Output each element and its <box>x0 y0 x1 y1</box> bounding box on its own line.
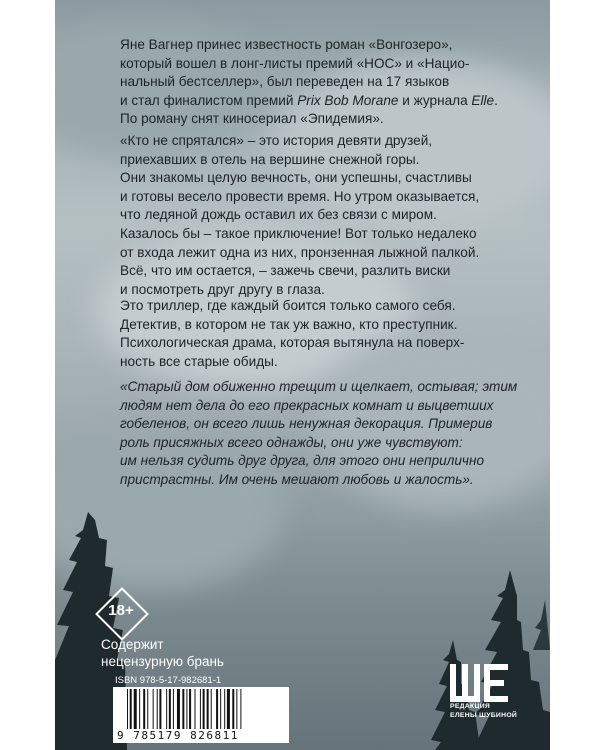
publisher-name-line: РЕДАКЦИЯ <box>450 703 491 710</box>
synopsis-line: от входа лежит одна из них, пронзенная лыжной палкой. <box>120 244 480 260</box>
magazine-name: Elle <box>471 92 495 108</box>
bio-line: По роману снят киносериал «Эпидемия». <box>120 111 384 127</box>
synopsis-line: Они знакомы целую вечность, они успешны, счастливы <box>120 170 472 186</box>
bio-line: который вошел в лонг-листы премий «НОС» и «Нацио- <box>120 55 470 71</box>
bio-line: нальный бестселлер», был переведен на 17 языков <box>120 74 450 90</box>
publisher-name-line: ЕЛЕНЫ ШУБИНОЙ <box>450 712 518 719</box>
bio-text: . <box>494 92 498 108</box>
genre-line: ность все старые обиды. <box>120 353 278 369</box>
synopsis-line: и готовы весело провести время. Но утром оказывается, <box>120 188 480 204</box>
quote-line: роль присяжных всего однажды, они уже чувствуют: <box>120 434 463 450</box>
quote-line: людям нет дела до его прекрасных комнат и выцветших <box>120 397 494 413</box>
genre-line: Психологическая драма, которая вытянула на поверх- <box>120 335 465 351</box>
quote-paragraph <box>120 378 540 490</box>
warning-line: Содержит <box>101 637 164 652</box>
synopsis-line: Всё, что им остается, – зажечь свечи, разлить виски <box>120 263 451 279</box>
prize-name: Prix Bob Morane <box>297 92 399 108</box>
book-back-cover <box>55 0 550 750</box>
publisher-logo-icon <box>450 664 508 702</box>
quote-line: им нельзя судить друг друга, для этого они неприлично <box>120 453 485 469</box>
genre-paragraph <box>120 297 540 371</box>
bio-line <box>120 92 540 111</box>
author-bio-paragraph <box>120 36 540 129</box>
quote-line: гобеленов, он всего лишь ненужная декорация. Примерив <box>120 416 493 432</box>
isbn-label: ISBN 978-5-17-982681-1 <box>115 675 222 686</box>
bio-text: и журнала <box>398 92 472 108</box>
bio-text: и стал финалистом премий <box>120 92 298 108</box>
quote-line: «Старый дом обиженно трещит и щелкает, остывая; этим <box>120 379 518 394</box>
synopsis-line: приехавших в отель на вершине снежной горы. <box>120 151 420 167</box>
synopsis-line: и посмотреть друг другу в глаза. <box>120 281 325 297</box>
warning-line: нецензурную брань <box>101 654 224 669</box>
bio-line: Яне Вагнер принес известность роман «Вонгозеро», <box>120 37 453 52</box>
synopsis-line: что ледяной дождь оставил их без связи с миром. <box>120 207 437 223</box>
content-warning <box>101 636 224 670</box>
age-rating-label: 18+ <box>108 602 134 619</box>
genre-line: Это триллер, где каждый боится только самого себя. <box>120 298 456 313</box>
genre-line: Детектив, в котором не так уж важно, кто преступник. <box>120 316 458 332</box>
synopsis-paragraph <box>120 132 540 299</box>
synopsis-line: «Кто не спрятался» – это история девяти друзей, <box>120 133 433 148</box>
barcode-digits: 9 785179 826811 <box>117 729 239 742</box>
barcode-panel <box>113 687 289 743</box>
barcode-icon <box>127 689 285 729</box>
quote-line: пристрастны. Им очень мешают любовь и жалость». <box>120 471 474 487</box>
synopsis-line: Казалось бы – такое приключение! Вот только недалеко <box>120 225 477 241</box>
